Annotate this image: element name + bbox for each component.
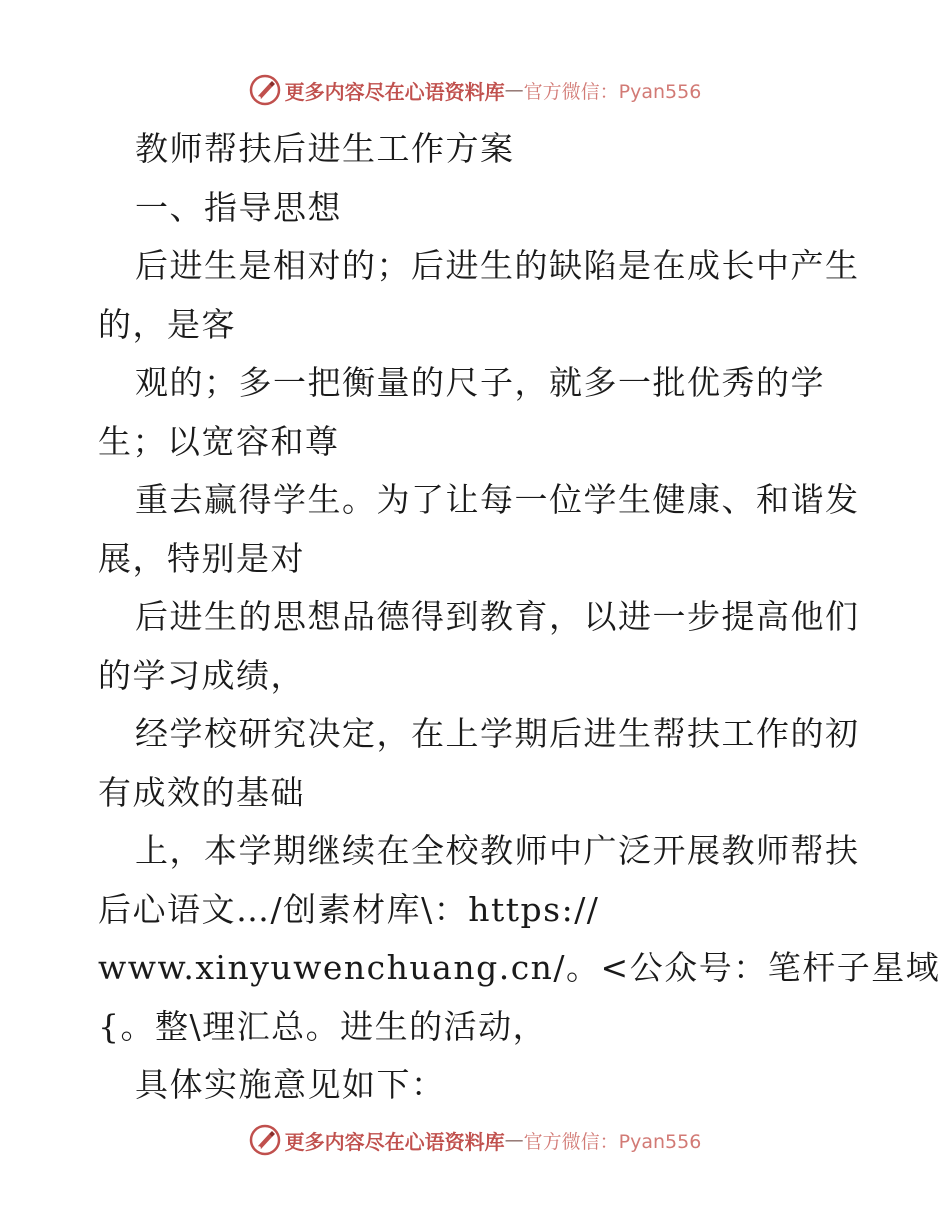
body-line: 后心语文…/创素材库\：https:// xyxy=(98,889,600,929)
body-line: 有成效的基础 xyxy=(98,772,305,812)
body-line: 重去赢得学生。为了让每一位学生健康、和谐发 xyxy=(135,480,860,519)
body-line: 上，本学期继续在全校教师中广泛开展教师帮扶 xyxy=(135,831,860,870)
doc-title: 教师帮扶后进生工作方案 xyxy=(135,129,515,168)
pen-logo-icon xyxy=(249,74,281,106)
banner-wechat: 官方微信：Pyan556 xyxy=(523,80,702,103)
body-line: 的，是客 xyxy=(98,304,236,344)
body-line: 后进生的思想品德得到教育，以进一步提高他们 xyxy=(135,597,860,636)
body-line: 经学校研究决定，在上学期后进生帮扶工作的初 xyxy=(135,714,860,753)
body-line: www.xinyuwenchuang.cn/。<公众号：笔杆子星域 xyxy=(98,948,941,987)
body-line: 的学习成绩， xyxy=(98,655,305,695)
banner-title: 更多内容尽在心语资料库 xyxy=(284,1129,505,1154)
banner-separator: — xyxy=(504,1129,524,1151)
pen-logo-icon xyxy=(249,1124,281,1156)
footer-banner xyxy=(0,1118,950,1162)
body-line: 观的；多一把衡量的尺子，就多一批优秀的学 xyxy=(135,363,825,402)
banner-wechat: 官方微信：Pyan556 xyxy=(523,1130,702,1153)
body-line: {。整\理汇总。进生的活动， xyxy=(98,1006,548,1046)
header-banner xyxy=(0,68,950,112)
document-body xyxy=(98,120,941,1115)
body-line: 生；以宽容和尊 xyxy=(98,421,340,461)
banner-title: 更多内容尽在心语资料库 xyxy=(284,79,505,104)
banner-separator: — xyxy=(504,79,524,101)
body-line: 展，特别是对 xyxy=(98,538,305,578)
section-heading: 一、指导思想 xyxy=(135,187,342,227)
body-line: 具体实施意见如下： xyxy=(135,1065,446,1104)
body-line: 后进生是相对的；后进生的缺陷是在成长中产生 xyxy=(135,246,860,285)
